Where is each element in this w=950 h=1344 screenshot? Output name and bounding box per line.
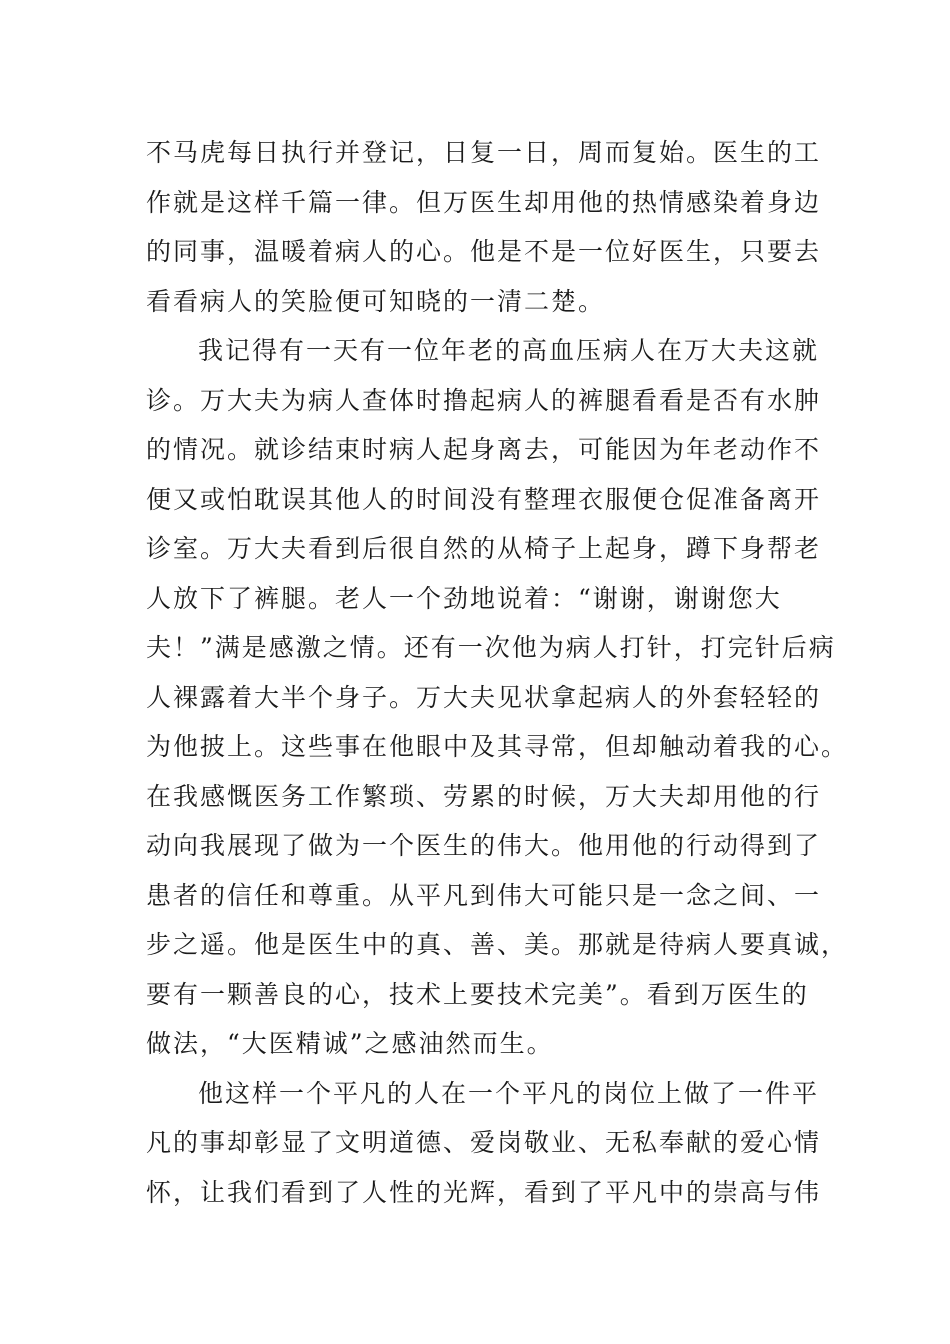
text-line: 动向我展现了做为一个医生的伟大。他用他的行动得到了 bbox=[146, 831, 822, 860]
text-line: 凡的事却彰显了文明道德、爱岗敬业、无私奉献的爱心情 bbox=[146, 1128, 822, 1157]
text-line: 不马虎每日执行并登记，日复一日，周而复始。医生的工 bbox=[146, 138, 822, 167]
text-line: 怀，让我们看到了人性的光辉，看到了平凡中的崇高与伟 bbox=[146, 1177, 822, 1207]
text-line: 便又或怕耽误其他人的时间没有整理衣服便仓促准备离开 bbox=[146, 484, 822, 514]
text-line: 人放下了裤腿。老人一个劲地说着：“谢谢，谢谢您大 bbox=[146, 583, 782, 613]
text-line: 的情况。就诊结束时病人起身离去，可能因为年老动作不 bbox=[146, 435, 822, 464]
paragraph-first-line: 他这样一个平凡的人在一个平凡的岗位上做了一件平 bbox=[198, 1078, 820, 1108]
text-line: 步之遥。他是医生中的真、善、美。那就是待病人要真诚， bbox=[146, 930, 849, 959]
text-line: 看看病人的笑脸便可知晓的一清二楚。 bbox=[146, 286, 606, 316]
paragraph-first-line: 我记得有一天有一位年老的高血压病人在万大夫这就 bbox=[198, 336, 820, 365]
text-line: 人裸露着大半个身子。万大夫见状拿起病人的外套轻轻的 bbox=[146, 682, 822, 712]
document-body bbox=[146, 128, 849, 1217]
text-line: 诊。万大夫为病人查体时撸起病人的裤腿看看是否有水肿 bbox=[146, 385, 822, 415]
text-line: 夫！”满是感激之情。还有一次他为病人打针，打完针后病 bbox=[146, 633, 836, 662]
text-line: 作就是这样千篇一律。但万医生却用他的热情感染着身边 bbox=[146, 187, 822, 217]
text-line: 在我感慨医务工作繁琐、劳累的时候，万大夫却用他的行 bbox=[146, 781, 822, 811]
text-line: 的同事，温暖着病人的心。他是不是一位好医生，只要去 bbox=[146, 237, 822, 266]
text-line: 患者的信任和尊重。从平凡到伟大可能只是一念之间、一 bbox=[146, 880, 822, 910]
text-line: 诊室。万大夫看到后很自然的从椅子上起身，蹲下身帮老 bbox=[146, 534, 822, 563]
text-line: 要有一颗善良的心，技术上要技术完美”。看到万医生的 bbox=[146, 979, 809, 1009]
text-line: 为他披上。这些事在他眼中及其寻常，但却触动着我的心。 bbox=[146, 732, 849, 761]
text-line: 做法，“大医精诚”之感油然而生。 bbox=[146, 1029, 554, 1058]
